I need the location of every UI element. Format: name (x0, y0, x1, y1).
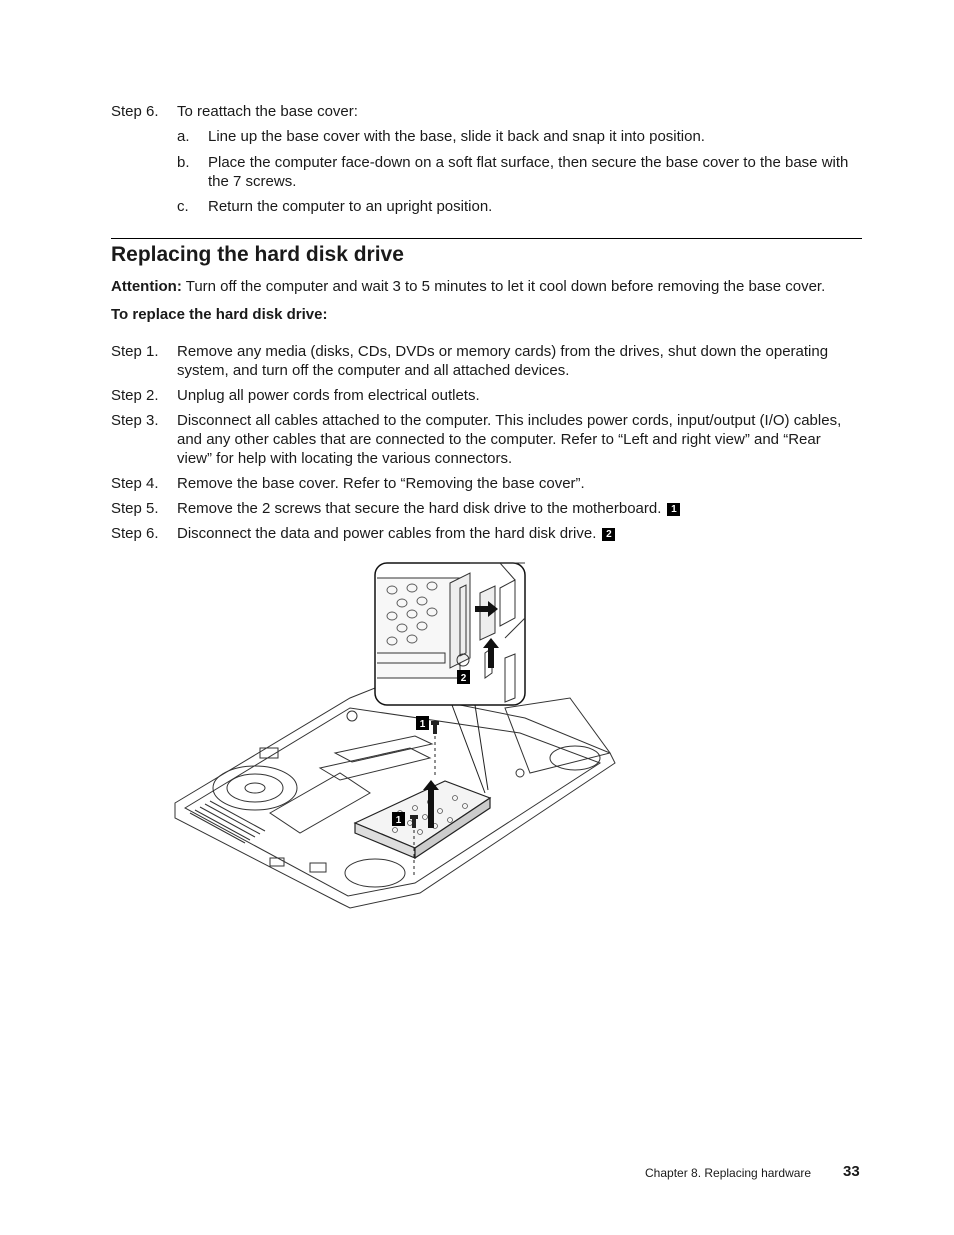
fan-icon (213, 766, 297, 810)
step-label: Step 4. (111, 475, 159, 492)
screw-hole (347, 711, 357, 721)
speaker-icon (550, 746, 600, 770)
step-text: Disconnect the data and power cables from the hard disk drive. (177, 525, 597, 542)
substep-text: Place the computer face-down on a soft flat surface, then secure the base cover to the base with the 7 screws. (208, 154, 849, 190)
section-divider (111, 238, 862, 239)
step-text: Remove the 2 screws that secure the hard disk drive to the motherboard. (177, 500, 662, 517)
screw-hole (516, 769, 524, 777)
attention-text: Turn off the computer and wait 3 to 5 minutes to let it cool down before removing the base cover. (185, 278, 826, 295)
speaker-icon (345, 859, 405, 887)
zoom-lines (452, 705, 488, 793)
magnified-inset (375, 563, 525, 705)
step-text-with-callout (177, 524, 615, 543)
substep-label: a. (177, 128, 190, 145)
callout-badge: 1 (667, 503, 680, 516)
optical-drive (505, 698, 610, 773)
step-text: Remove any media (disks, CDs, DVDs or memory cards) from the drives, shut down the operating system, and turn off the computer and all attached devices. (177, 343, 829, 379)
screw-icon (431, 721, 439, 734)
step-label: Step 5. (111, 500, 159, 517)
step-text: Disconnect all cables attached to the computer. This includes power cords, input/output (I/O) cables, and any other cables that are connected to the computer. Refer to “Left and right view” and “Rear view” for help with locating the various connectors. (177, 412, 842, 467)
substep-text: Return the computer to an upright position. (208, 198, 493, 215)
step-label: Step 2. (111, 387, 159, 404)
callout-label: 1 (419, 719, 426, 730)
substep-label: b. (177, 154, 190, 171)
attention-note (111, 277, 825, 296)
step-label: Step 3. (111, 412, 159, 429)
heatsink-fins (190, 801, 265, 843)
hard-disk-drive (355, 781, 490, 858)
page-number: 33 (843, 1163, 860, 1180)
procedure-heading: To replace the hard disk drive: (111, 306, 328, 323)
step-text: Unplug all power cords from electrical outlets. (177, 387, 480, 404)
callout-badge: 2 (602, 528, 615, 541)
substep-label: c. (177, 198, 189, 215)
attention-label: Attention: (111, 278, 182, 295)
callout-label: 2 (460, 673, 467, 684)
step-text: Remove the base cover. Refer to “Removing the base cover”. (177, 475, 585, 492)
step-label: Step 1. (111, 343, 159, 360)
fan-center (245, 783, 265, 793)
substep-text: Line up the base cover with the base, slide it back and snap it into position. (208, 128, 705, 145)
laptop-base-outline (175, 688, 615, 908)
laptop-inner-outline (185, 708, 600, 896)
step-label: Step 6. (111, 525, 159, 542)
intro-step-text: To reattach the base cover: (177, 103, 358, 120)
footer-chapter: Chapter 8. Replacing hardware (645, 1166, 812, 1180)
callout-label: 1 (395, 815, 402, 826)
hard-disk-drive-illustration (170, 558, 620, 918)
step-text-with-callout (177, 499, 680, 518)
memory-slot (335, 736, 432, 762)
fan-hub (227, 774, 283, 802)
intro-step-label: Step 6. (111, 103, 159, 120)
section-title: Replacing the hard disk drive (111, 243, 404, 266)
component (310, 863, 326, 872)
component (270, 858, 284, 866)
